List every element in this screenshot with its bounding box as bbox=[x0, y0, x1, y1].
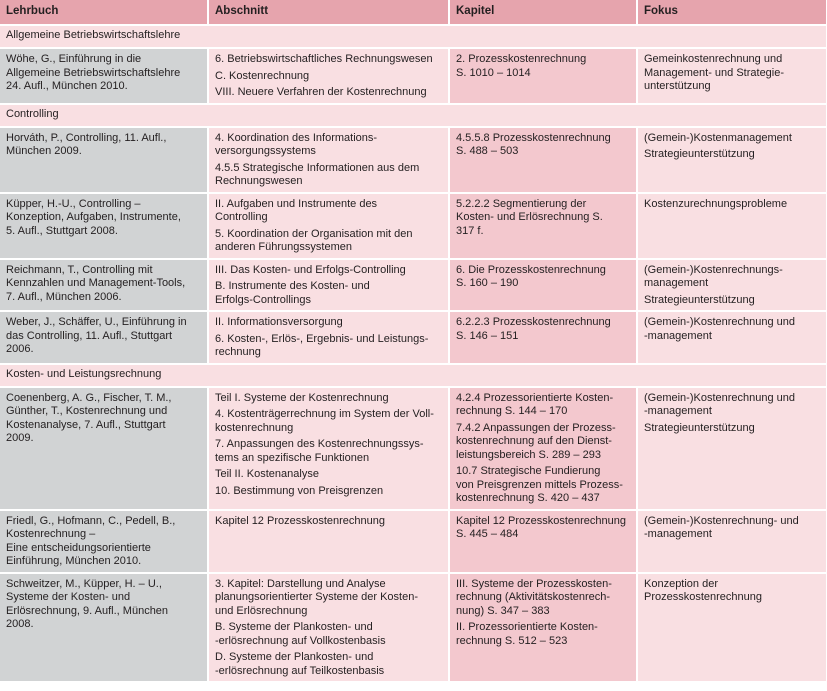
abschnitt-cell bbox=[208, 193, 449, 259]
kapitel-cell bbox=[449, 387, 637, 510]
fokus-cell bbox=[637, 573, 827, 683]
abschnitt-item: VIII. Neuere Verfahren der Kostenrechnung bbox=[215, 86, 427, 98]
lehrbuch-cell: Küpper, H.-U., Controlling – Konzeption, Aufgaben, Instrumente, 5. Aufl., Stuttgart 2008. bbox=[0, 193, 208, 259]
abschnitt-item: 7. Anpassungen des Kostenrechnungssys- tems an spezifische Funktionen bbox=[215, 438, 424, 464]
fokus-item: (Gemein-)Kostenrechnung und -management bbox=[644, 391, 796, 417]
lehrbuch-cell: Coenenberg, A. G., Fischer, T. M., Günther, T., Kostenrechnung und Kostenanalyse, 7. Aufl., Stuttgart 2009. bbox=[0, 387, 208, 510]
abschnitt-item: B. Instrumente des Kosten- und Erfolgs-Controllings bbox=[215, 280, 370, 306]
kapitel-item: 10.7 Strategische Fundierung von Preisgrenzen mittels Prozess- kostenrechnung S. 420 – 437 bbox=[456, 465, 623, 504]
fokus-cell bbox=[637, 193, 827, 259]
header-kapitel: Kapitel bbox=[449, 0, 637, 25]
kapitel-item: 7.4.2 Anpassungen der Prozess- kostenrechnung auf den Dienst- leistungsbereich S. 289 – 293 bbox=[456, 421, 616, 461]
fokus-item: Kostenzurechnungsprobleme bbox=[644, 197, 788, 210]
abschnitt-item: III. Das Kosten- und Erfolgs-Controlling bbox=[215, 263, 406, 276]
lehrbuch-cell: Reichmann, T., Controlling mit Kennzahlen und Management-Tools, 7. Aufl., München 2006. bbox=[0, 259, 208, 312]
abschnitt-cell bbox=[208, 311, 449, 364]
section-row bbox=[0, 25, 827, 48]
kapitel-cell bbox=[449, 48, 637, 104]
kapitel-item: 6. Die Prozesskostenrechnung S. 160 – 190 bbox=[456, 263, 606, 289]
fokus-cell bbox=[637, 48, 827, 104]
section-title: Kosten- und Leistungsrechnung bbox=[0, 364, 827, 387]
table-row bbox=[0, 510, 827, 573]
abschnitt-item: Teil II. Kostenanalyse bbox=[215, 468, 319, 480]
abschnitt-item: C. Kostenrechnung bbox=[215, 69, 310, 82]
fokus-item: Konzeption der Prozesskostenrechnung bbox=[644, 577, 763, 603]
kapitel-item: II. Prozessorientierte Kosten- rechnung S. 512 – 523 bbox=[456, 621, 598, 647]
header-fokus: Fokus bbox=[637, 0, 827, 25]
kapitel-item: 6.2.2.3 Prozesskostenrechnung S. 146 – 151 bbox=[456, 316, 611, 342]
abschnitt-item: B. Systeme der Plankosten- und -erlösrechnung auf Vollkostenbasis bbox=[215, 621, 386, 647]
fokus-cell bbox=[637, 510, 827, 573]
abschnitt-item: 10. Bestimmung von Preisgrenzen bbox=[215, 484, 384, 497]
table-row bbox=[0, 48, 827, 104]
abschnitt-item: Teil I. Systeme der Kostenrechnung bbox=[215, 391, 389, 404]
abschnitt-item: Kapitel 12 Prozesskostenrechnung bbox=[215, 514, 385, 527]
header-lehrbuch: Lehrbuch bbox=[0, 0, 208, 25]
abschnitt-item: 5. Koordination der Organisation mit den anderen Führungssystemen bbox=[215, 227, 413, 253]
kapitel-item: 2. Prozesskostenrechnung S. 1010 – 1014 bbox=[456, 53, 587, 79]
kapitel-item: III. Systeme der Prozesskosten- rechnung (Aktivitätskostenrech- nung) S. 347 – 383 bbox=[456, 577, 612, 617]
abschnitt-item: D. Systeme der Plankosten- und -erlösrechnung auf Teilkostenbasis bbox=[215, 651, 385, 677]
fokus-item: (Gemein-)Kostenmanagement bbox=[644, 131, 792, 144]
fokus-item: (Gemein-)Kostenrechnungs- management bbox=[644, 263, 783, 289]
abschnitt-item: II. Aufgaben und Instrumente des Controlling bbox=[215, 197, 378, 223]
fokus-item: (Gemein-)Kostenrechnung und -management bbox=[644, 316, 796, 342]
fokus-cell bbox=[637, 127, 827, 193]
abschnitt-cell bbox=[208, 127, 449, 193]
section-title: Controlling bbox=[0, 104, 827, 127]
fokus-cell bbox=[637, 311, 827, 364]
fokus-item: Gemeinkostenrechnung und Management- und Strategie- unterstützung bbox=[644, 53, 785, 92]
kapitel-cell bbox=[449, 127, 637, 193]
kapitel-cell bbox=[449, 510, 637, 573]
fokus-item: (Gemein-)Kostenrechnung- und -management bbox=[644, 514, 799, 540]
fokus-cell bbox=[637, 259, 827, 312]
table-row bbox=[0, 193, 827, 259]
table-row bbox=[0, 311, 827, 364]
table-row bbox=[0, 127, 827, 193]
abschnitt-item: 4. Kostenträgerrechnung im System der Voll- kostenrechnung bbox=[215, 408, 434, 434]
fokus-item: Strategieunterstützung bbox=[644, 421, 755, 434]
abschnitt-cell bbox=[208, 387, 449, 510]
abschnitt-cell bbox=[208, 259, 449, 312]
table-row bbox=[0, 259, 827, 312]
abschnitt-cell bbox=[208, 573, 449, 683]
abschnitt-item: II. Informationsversorgung bbox=[215, 316, 343, 328]
table-row bbox=[0, 573, 827, 683]
kapitel-item: 5.2.2.2 Segmentierung der Kosten- und Erlösrechnung S. 317 f. bbox=[456, 197, 603, 237]
abschnitt-cell bbox=[208, 510, 449, 573]
lehrbuch-cell: Weber, J., Schäffer, U., Einführung in das Controlling, 11. Aufl., Stuttgart 2006. bbox=[0, 311, 208, 364]
kapitel-cell bbox=[449, 259, 637, 312]
header-row bbox=[0, 0, 827, 25]
abschnitt-cell bbox=[208, 48, 449, 104]
table-row bbox=[0, 387, 827, 510]
lehrbuch-cell: Friedl, G., Hofmann, C., Pedell, B., Kostenrechnung – Eine entscheidungsorientierte Einführung, München 2010. bbox=[0, 510, 208, 573]
fokus-cell bbox=[637, 387, 827, 510]
fokus-item: Strategieunterstützung bbox=[644, 293, 755, 306]
section-row bbox=[0, 364, 827, 387]
lehrbuch-cell: Horváth, P., Controlling, 11. Aufl., München 2009. bbox=[0, 127, 208, 193]
kapitel-cell bbox=[449, 193, 637, 259]
kapitel-cell bbox=[449, 573, 637, 683]
abschnitt-item: 3. Kapitel: Darstellung und Analyse planungsorientierter Systeme der Kosten- und Erlösrechnung bbox=[215, 577, 418, 617]
abschnitt-item: 4.5.5 Strategische Informationen aus dem Rechnungswesen bbox=[215, 161, 420, 187]
fokus-item: Strategieunterstützung bbox=[644, 148, 755, 160]
kapitel-cell bbox=[449, 311, 637, 364]
lehrbuch-cell: Schweitzer, M., Küpper, H. – U., Systeme der Kosten- und Erlösrechnung, 9. Aufl., München 2008. bbox=[0, 573, 208, 683]
lehrbuch-cell: Wöhe, G., Einführung in die Allgemeine Betriebswirtschaftslehre 24. Aufl., München 2010. bbox=[0, 48, 208, 104]
abschnitt-item: 6. Betriebswirtschaftliches Rechnungswesen bbox=[215, 53, 433, 65]
header-abschnitt: Abschnitt bbox=[208, 0, 449, 25]
section-row bbox=[0, 104, 827, 127]
table-body bbox=[0, 25, 827, 682]
kapitel-item: Kapitel 12 Prozesskostenrechnung S. 445 – 484 bbox=[456, 514, 626, 540]
kapitel-item: 4.2.4 Prozessorientierte Kosten- rechnung S. 144 – 170 bbox=[456, 391, 614, 417]
kapitel-item: 4.5.5.8 Prozesskostenrechnung S. 488 – 503 bbox=[456, 131, 611, 157]
section-title: Allgemeine Betriebswirtschaftslehre bbox=[0, 25, 827, 48]
abschnitt-item: 4. Koordination des Informations- versorgungssystems bbox=[215, 131, 378, 157]
abschnitt-item: 6. Kosten-, Erlös-, Ergebnis- und Leistungs- rechnung bbox=[215, 332, 429, 358]
